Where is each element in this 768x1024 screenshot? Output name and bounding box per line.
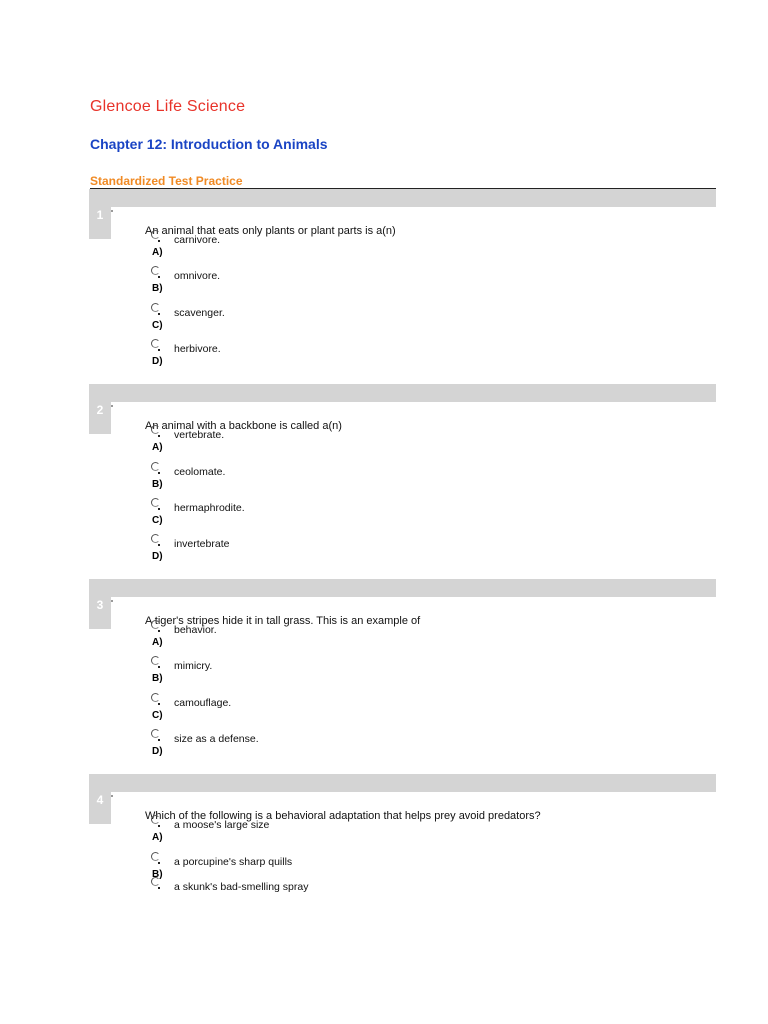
radio-marker-icon [158, 508, 160, 510]
answer-option-text[interactable]: hermaphrodite. [174, 502, 245, 514]
answer-radio-button[interactable] [151, 656, 160, 665]
answer-option-letter: B) [152, 673, 163, 684]
section-heading: Standardized Test Practice [90, 174, 243, 188]
question-marker [111, 600, 113, 602]
question-number-box [89, 402, 111, 434]
radio-marker-icon [158, 472, 160, 474]
answer-option-letter: B) [152, 869, 163, 880]
answer-radio-button[interactable] [151, 303, 160, 312]
answer-option-letter: C) [152, 710, 163, 721]
radio-marker-icon [158, 313, 160, 315]
radio-marker-icon [158, 544, 160, 546]
radio-marker-icon [158, 703, 160, 705]
answer-option-text[interactable]: ceolomate. [174, 466, 226, 478]
answer-option-letter: D) [152, 356, 163, 367]
answer-option-letter: A) [152, 247, 163, 258]
answer-radio-button[interactable] [151, 620, 160, 629]
answer-option-text[interactable]: behavior. [174, 624, 217, 636]
question-text: A tiger's stripes hide it in tall grass. This is an example of [145, 615, 421, 627]
answer-option-text[interactable]: a porcupine's sharp quills [174, 856, 293, 868]
page-title: Glencoe Life Science [90, 98, 246, 115]
radio-marker-icon [158, 630, 160, 632]
answer-option-text[interactable]: invertebrate [174, 538, 230, 550]
answer-radio-button[interactable] [151, 266, 160, 275]
question-text: An animal that eats only plants or plant parts is a(n) [145, 225, 396, 237]
answer-radio-button[interactable] [151, 339, 160, 348]
answer-option-letter: B) [152, 283, 163, 294]
answer-option-text[interactable]: size as a defense. [174, 733, 259, 745]
answer-option-text[interactable]: scavenger. [174, 307, 225, 319]
answer-option-letter: A) [152, 637, 163, 648]
answer-option-text[interactable]: mimicry. [174, 660, 213, 672]
answer-option-letter: C) [152, 320, 163, 331]
answer-radio-button[interactable] [151, 877, 160, 886]
answer-option-letter: C) [152, 515, 163, 526]
answer-radio-button[interactable] [151, 815, 160, 824]
answer-option-text[interactable]: a moose's large size [174, 819, 270, 831]
answer-option-text[interactable]: carnivore. [174, 234, 221, 246]
radio-marker-icon [158, 349, 160, 351]
answer-radio-button[interactable] [151, 693, 160, 702]
answer-radio-button[interactable] [151, 852, 160, 861]
answer-option-text[interactable]: a skunk's bad-smelling spray [174, 881, 309, 893]
question-number-box [89, 207, 111, 239]
answer-option-letter: D) [152, 746, 163, 757]
question-text: Which of the following is a behavioral adaptation that helps prey avoid predators? [145, 810, 541, 822]
radio-marker-icon [158, 887, 160, 889]
answer-radio-button[interactable] [151, 729, 160, 738]
question-bar [89, 384, 716, 402]
answer-option-text[interactable]: herbivore. [174, 343, 221, 355]
radio-marker-icon [158, 862, 160, 864]
question-number-box [89, 792, 111, 824]
question-number: 1 [96, 208, 104, 222]
radio-marker-icon [158, 240, 160, 242]
question-number: 2 [96, 403, 104, 417]
radio-marker-icon [158, 276, 160, 278]
answer-option-text[interactable]: vertebrate. [174, 429, 225, 441]
answer-option-text[interactable]: camouflage. [174, 697, 232, 709]
radio-marker-icon [158, 435, 160, 437]
answer-option-letter: A) [152, 442, 163, 453]
answer-radio-button[interactable] [151, 425, 160, 434]
question-marker [111, 210, 113, 212]
radio-marker-icon [158, 825, 160, 827]
radio-marker-icon [158, 666, 160, 668]
question-number: 4 [96, 793, 104, 807]
radio-marker-icon [158, 739, 160, 741]
question-number-box [89, 597, 111, 629]
answer-option-text[interactable]: omnivore. [174, 270, 221, 282]
answer-radio-button[interactable] [151, 462, 160, 471]
question-bar [89, 189, 716, 207]
answer-radio-button[interactable] [151, 534, 160, 543]
question-bar [89, 774, 716, 792]
answer-radio-button[interactable] [151, 230, 160, 239]
answer-option-letter: D) [152, 551, 163, 562]
question-marker [111, 405, 113, 407]
answer-option-letter: A) [152, 832, 163, 843]
question-text: An animal with a backbone is called a(n) [145, 420, 342, 432]
answer-radio-button[interactable] [151, 498, 160, 507]
question-bar [89, 579, 716, 597]
answer-option-letter: B) [152, 479, 163, 490]
question-marker [111, 795, 113, 797]
question-number: 3 [96, 598, 104, 612]
chapter-heading: Chapter 12: Introduction to Animals [90, 136, 328, 152]
